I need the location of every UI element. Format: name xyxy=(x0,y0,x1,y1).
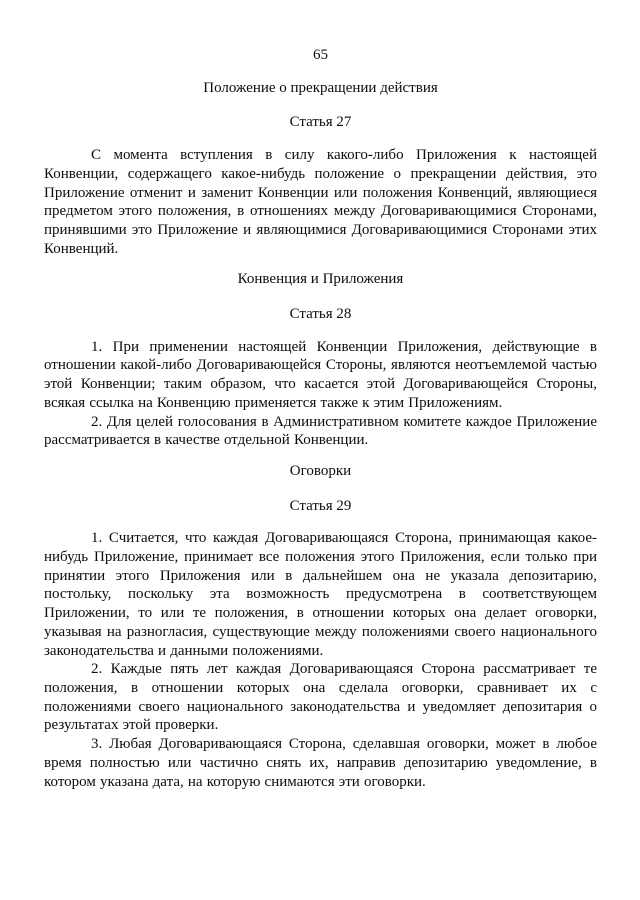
section-termination-title: Положение о прекращении действия xyxy=(203,79,438,96)
article-27-title: Статья 27 xyxy=(289,114,352,131)
article-29-paragraph-1: 1. Считается, что каждая Договаривающаяся Сторона, принимающая какое-нибудь Приложение, принимает все положения этого Приложения, если только при принятии этого Приложения или в дальнейшем она не указала депозитарию, постольку, поскольку эта возможность предусмотрена в соответствующем Приложении, то или те положения, в отношении которых она делает оговорки, указывая на разногласия, существующие между положениями своего национального законодательства и данными положениями. xyxy=(44,530,597,659)
article-28-paragraph-2: 2. Для целей голосования в Административном комитете каждое Приложение рассматривается в качестве отдельной Конвенции. xyxy=(44,413,597,449)
article-29-paragraph-2: 2. Каждые пять лет каждая Договаривающаяся Сторона рассматривает те положения, в отношении которых она сделала оговорки, сравнивает их с положениями своего национального законодательства и уведомляет депозитария о результатах этой проверки. xyxy=(44,661,597,734)
section-reservations-title: Оговорки xyxy=(289,462,352,479)
section-termination-provision xyxy=(44,79,597,259)
article-29-title: Статья 29 xyxy=(289,497,352,514)
section-reservations xyxy=(44,462,597,791)
section-convention-and-annexes xyxy=(44,270,597,450)
article-28-paragraph-1: 1. При применении настоящей Конвенции Приложения, действующие в отношении какой-либо Договаривающейся Стороны, являются неотъемлемой частью этой Конвенции; таким образом, что касается этой Договаривающейся Стороны, всякая ссылка на Конвенцию применяется также к этим Приложениям. xyxy=(44,338,597,411)
article-27-paragraph-1: С момента вступления в силу какого-либо Приложения к настоящей Конвенции, содержащего какое-нибудь положение о прекращении действия, это Приложение отменит и заменит Конвенции или положения Конвенций, являющиеся предметом этого положения, в отношениях между Договаривающимися Сторонами, принявшими это Приложение и являющимися Договаривающимися Сторонами этих Конвенций. xyxy=(44,147,597,257)
article-29-paragraph-3: 3. Любая Договаривающаяся Сторона, сделавшая оговорки, может в любое время полностью или частично снять их, направив депозитарию уведомление, в котором указана дата, на которую снимаются эти оговорки. xyxy=(44,736,597,790)
page-number: 65 xyxy=(313,47,328,63)
article-28-title: Статья 28 xyxy=(289,306,352,323)
section-convention-and-annexes-title: Конвенция и Приложения xyxy=(237,271,404,288)
